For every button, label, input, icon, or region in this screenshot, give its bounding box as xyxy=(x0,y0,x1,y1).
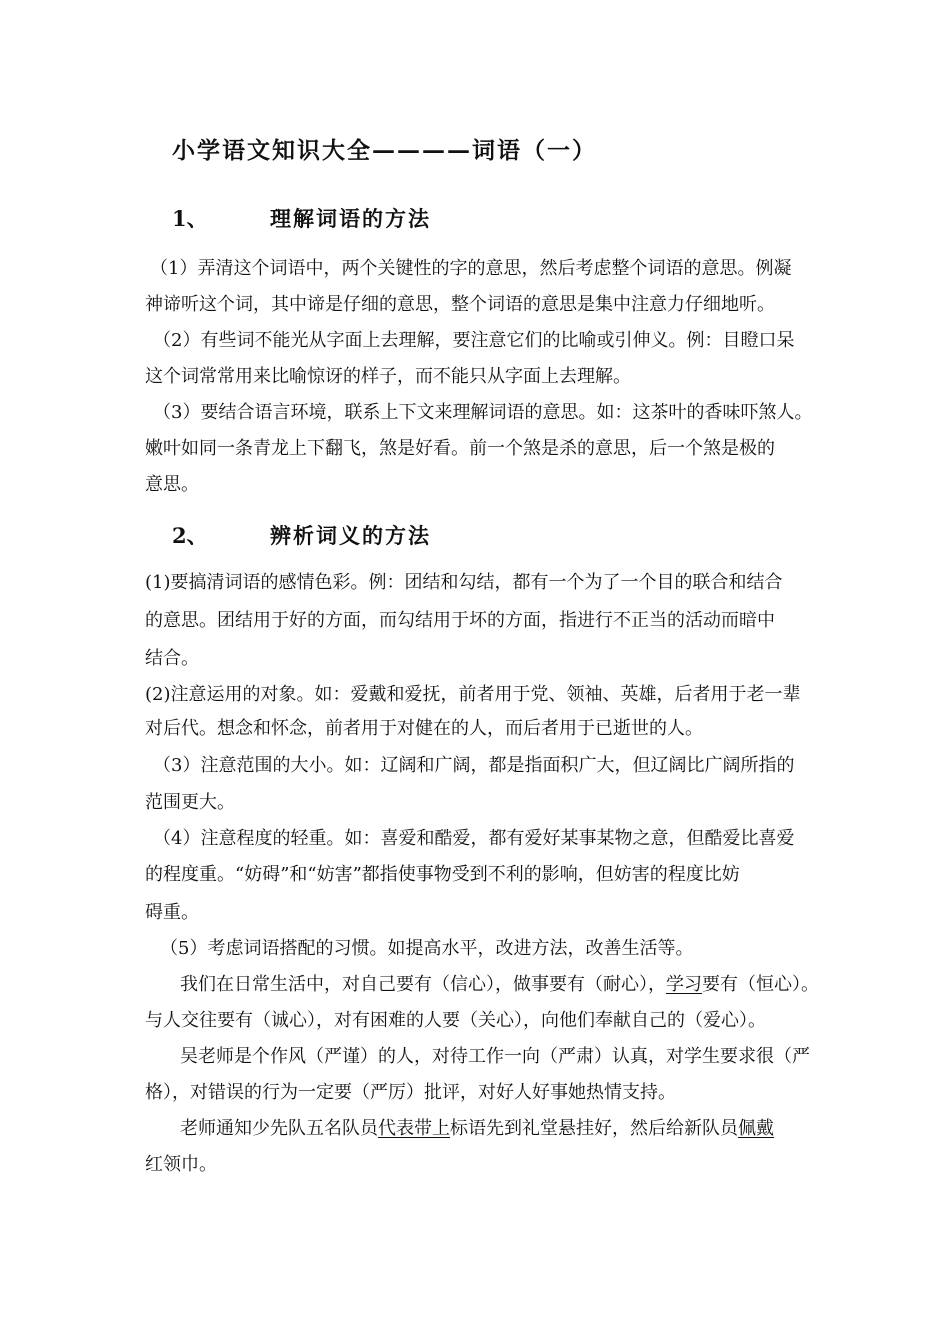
underlined-word: 代表带上 xyxy=(378,1118,450,1139)
text-line xyxy=(180,1118,774,1140)
text-line: 吴老师是个作风（严谨）的人，对待工作一向（严肃）认真，对学生要求很（严 xyxy=(180,1046,810,1067)
text-line: 结合。 xyxy=(145,648,199,669)
text-line: (1)要搞清词语的感情色彩。例：团结和勾结，都有一个为了一个目的联合和结合 xyxy=(145,572,783,593)
section-heading-1 xyxy=(172,203,431,233)
text-line: （1）弄清这个词语中，两个关键性的字的意思，然后考虑整个词语的意思。例凝 xyxy=(150,258,792,279)
text-run: 老师通知少先队五名队员 xyxy=(180,1118,378,1139)
text-line: 嫩叶如同一条青龙上下翻飞，煞是好看。前一个煞是杀的意思，后一个煞是极的 xyxy=(145,438,775,459)
text-line: 神谛听这个词，其中谛是仔细的意思，整个词语的意思是集中注意力仔细地听。 xyxy=(145,294,775,315)
text-line: 的意思。团结用于好的方面，而勾结用于坏的方面，指进行不正当的活动而暗中 xyxy=(145,610,775,631)
text-line: （5）考虑词语搭配的习惯。如提高水平，改进方法，改善生活等。 xyxy=(160,938,694,959)
text-line: 红领巾。 xyxy=(145,1154,217,1175)
document-title: 小学语文知识大全————词语（一） xyxy=(172,137,597,164)
text-run: 要有（恒心）。 xyxy=(702,974,819,995)
text-line: 的程度重。“妨碍”和“妨害”都指使事物受到不利的影响，但妨害的程度比妨 xyxy=(145,864,740,885)
text-line: （3）要结合语言环境，联系上下文来理解词语的意思。如：这茶叶的香味吓煞人。 xyxy=(153,402,813,423)
text-line: 碍重。 xyxy=(145,902,199,923)
text-line: 对后代。想念和怀念，前者用于对健在的人，而后者用于已逝世的人。 xyxy=(145,718,703,739)
text-run: 标语先到礼堂悬挂好，然后给新队员 xyxy=(450,1118,738,1139)
text-line: 意思。 xyxy=(145,474,199,495)
text-line: (2)注意运用的对象。如：爱戴和爱抚，前者用于党、领袖、英雄，后者用于老一辈 xyxy=(145,684,801,705)
text-line: （4）注意程度的轻重。如：喜爱和酷爱，都有爱好某事某物之意，但酷爱比喜爱 xyxy=(153,828,795,849)
underlined-word: 佩戴 xyxy=(738,1118,774,1139)
text-run: 我们在日常生活中，对自己要有（信心），做事要有（耐心）， xyxy=(180,974,666,995)
section-title: 辨析词义的方法 xyxy=(270,523,431,548)
section-number: 2、 xyxy=(172,523,208,548)
text-line: 格），对错误的行为一定要（严厉）批评，对好人好事她热情支持。 xyxy=(145,1082,676,1103)
text-line: （3）注意范围的大小。如：辽阔和广阔，都是指面积广大，但辽阔比广阔所指的 xyxy=(153,755,795,776)
text-line: （2）有些词不能光从字面上去理解，要注意它们的比喻或引伸义。例：目瞪口呆 xyxy=(153,330,795,351)
text-line: 这个词常常用来比喻惊讶的样子，而不能只从字面上去理解。 xyxy=(145,366,631,387)
text-line: 与人交往要有（诚心），对有困难的人要（关心），向他们奉献自己的（爱心）。 xyxy=(145,1010,766,1031)
section-number: 1、 xyxy=(172,206,208,231)
section-heading-2 xyxy=(172,520,431,550)
text-line xyxy=(180,974,819,996)
section-title: 理解词语的方法 xyxy=(270,206,431,231)
underlined-word: 学习 xyxy=(666,974,702,995)
text-line: 范围更大。 xyxy=(145,792,235,813)
